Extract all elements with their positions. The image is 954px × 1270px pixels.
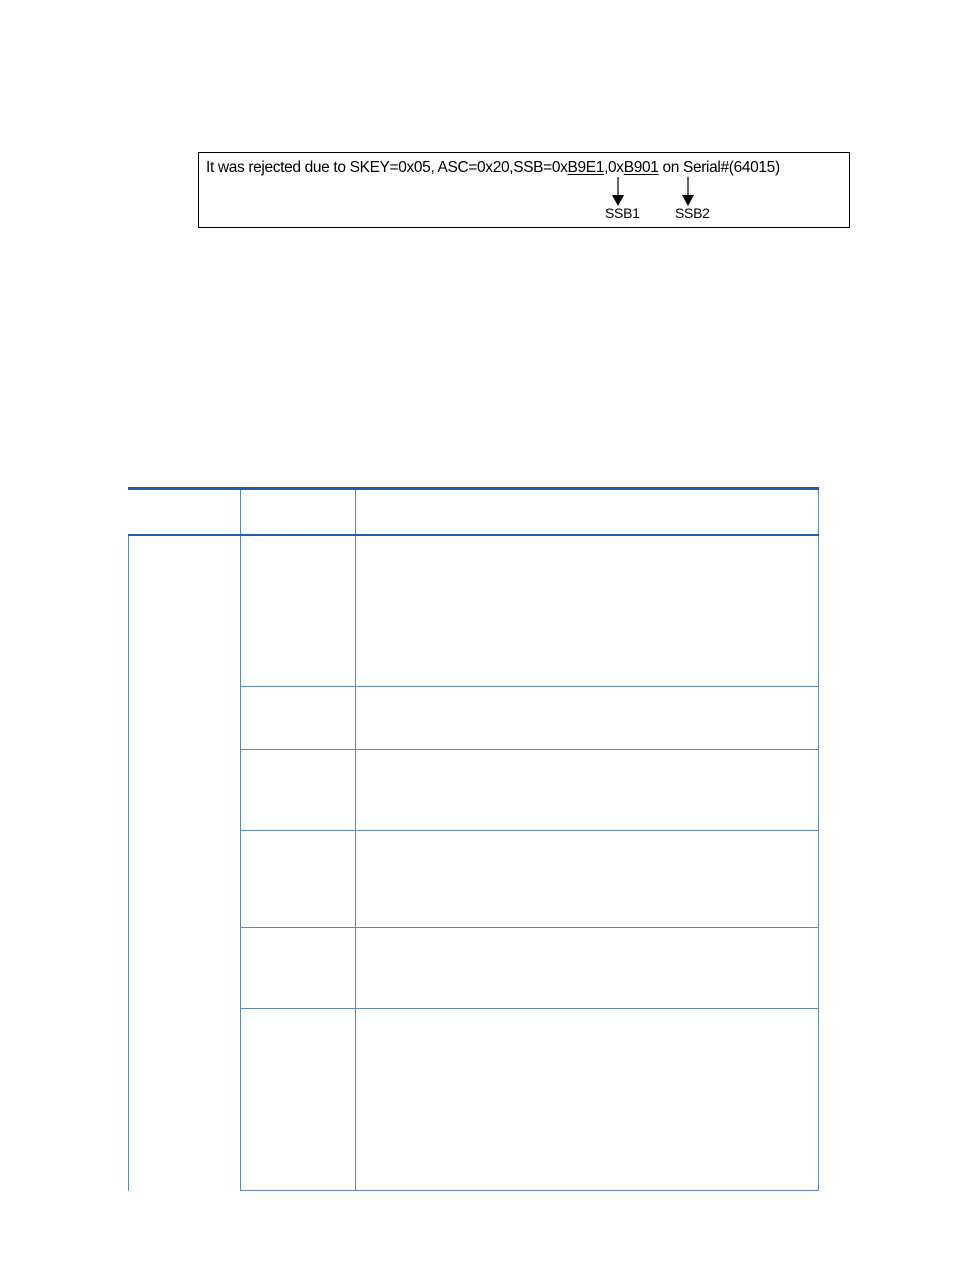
- header-right-border: [818, 490, 819, 535]
- error-message-suffix: on Serial#(64015): [658, 159, 780, 176]
- row-separator-5: [240, 1008, 819, 1009]
- error-message-separator: ,0x: [604, 159, 624, 176]
- ssb2-code: B901: [623, 159, 659, 176]
- table-right-border: [818, 536, 819, 1191]
- error-message-text: [206, 159, 780, 177]
- table-bottom-border: [240, 1190, 819, 1191]
- column-divider-1: [240, 536, 241, 1191]
- ssb1-arrow-icon: [612, 177, 624, 207]
- error-message-figure: [198, 152, 850, 228]
- header-divider-2: [355, 490, 356, 535]
- row-separator-3: [240, 830, 819, 831]
- error-message-prefix: It was rejected due to SKEY=0x05, ASC=0x20,SSB=0x: [206, 159, 568, 176]
- header-divider-1: [240, 490, 241, 535]
- ssb2-arrow-icon: [682, 177, 694, 207]
- ssb1-label: SSB1: [605, 205, 640, 221]
- row-separator-1: [240, 686, 819, 687]
- ssb2-label: SSB2: [675, 205, 710, 221]
- column-divider-2: [355, 536, 356, 1191]
- table-top-rule: [128, 487, 819, 490]
- row-separator-4: [240, 927, 819, 928]
- ssb1-code: B9E1: [567, 159, 605, 176]
- header-bottom-rule: [128, 534, 819, 536]
- table-left-border: [128, 536, 129, 1191]
- row-separator-2: [240, 749, 819, 750]
